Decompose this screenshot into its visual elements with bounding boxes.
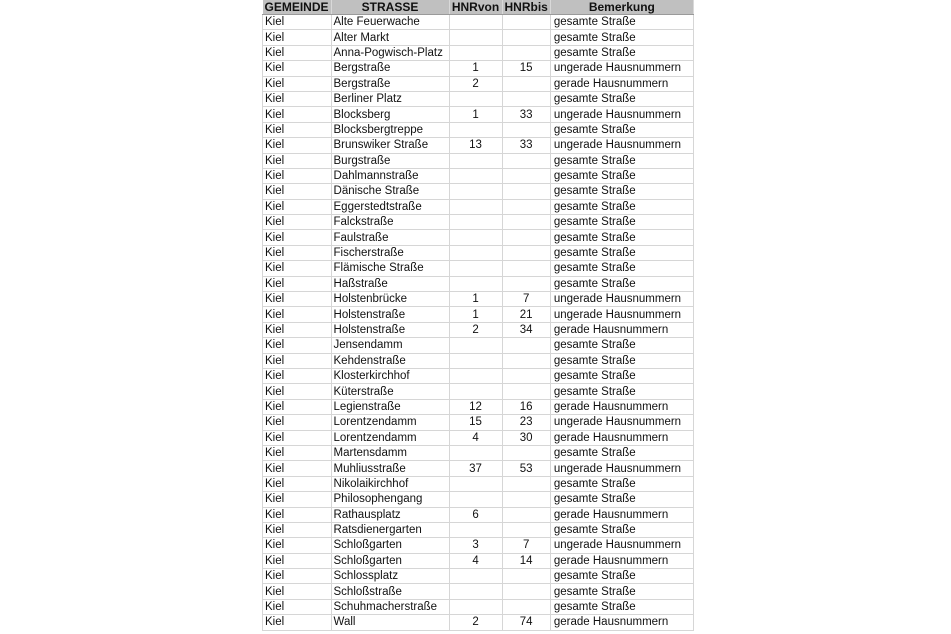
cell-hnrbis[interactable]: 15 (502, 61, 550, 76)
cell-hnrbis[interactable] (502, 76, 550, 91)
cell-hnrvon[interactable]: 3 (449, 538, 502, 553)
cell-hnrvon[interactable] (449, 384, 502, 399)
cell-hnrbis[interactable] (502, 492, 550, 507)
cell-gemeinde[interactable]: Kiel (263, 430, 332, 445)
cell-bemerkung[interactable]: gerade Hausnummern (550, 553, 693, 568)
cell-strasse[interactable]: Holstenbrücke (331, 292, 449, 307)
table-row (263, 15, 694, 30)
cell-hnrbis[interactable]: 33 (502, 107, 550, 122)
cell-hnrbis[interactable] (502, 522, 550, 537)
cell-hnrvon[interactable] (449, 15, 502, 30)
cell-strasse[interactable]: Blocksberg (331, 107, 449, 122)
cell-bemerkung[interactable]: ungerade Hausnummern (550, 61, 693, 76)
cell-gemeinde[interactable]: Kiel (263, 122, 332, 137)
cell-strasse[interactable]: Eggerstedtstraße (331, 199, 449, 214)
cell-hnrvon[interactable] (449, 368, 502, 383)
cell-strasse[interactable]: Schloßstraße (331, 584, 449, 599)
table-row (263, 168, 694, 183)
cell-gemeinde[interactable]: Kiel (263, 215, 332, 230)
table-row (263, 91, 694, 106)
cell-hnrbis[interactable]: 14 (502, 553, 550, 568)
table-row (263, 445, 694, 460)
cell-hnrbis[interactable]: 53 (502, 461, 550, 476)
table-row (263, 61, 694, 76)
cell-strasse[interactable]: Brunswiker Straße (331, 138, 449, 153)
cell-gemeinde[interactable]: Kiel (263, 476, 332, 491)
cell-bemerkung[interactable]: gesamte Straße (550, 45, 693, 60)
cell-strasse[interactable]: Lorentzendamm (331, 415, 449, 430)
cell-hnrvon[interactable] (449, 599, 502, 614)
cell-gemeinde[interactable]: Kiel (263, 61, 332, 76)
cell-gemeinde[interactable]: Kiel (263, 184, 332, 199)
cell-bemerkung[interactable]: gesamte Straße (550, 569, 693, 584)
cell-hnrbis[interactable] (502, 276, 550, 291)
table-row (263, 476, 694, 491)
table-row (263, 353, 694, 368)
cell-strasse[interactable]: Ratsdienergarten (331, 522, 449, 537)
table-row (263, 338, 694, 353)
cell-gemeinde[interactable]: Kiel (263, 292, 332, 307)
cell-hnrvon[interactable] (449, 30, 502, 45)
cell-hnrbis[interactable] (502, 215, 550, 230)
cell-gemeinde[interactable]: Kiel (263, 569, 332, 584)
cell-gemeinde[interactable]: Kiel (263, 261, 332, 276)
cell-gemeinde[interactable]: Kiel (263, 45, 332, 60)
cell-hnrbis[interactable]: 34 (502, 322, 550, 337)
cell-hnrbis[interactable]: 7 (502, 292, 550, 307)
cell-hnrbis[interactable] (502, 30, 550, 45)
cell-strasse[interactable]: Muhliusstraße (331, 461, 449, 476)
cell-strasse[interactable]: Kehdenstraße (331, 353, 449, 368)
cell-hnrvon[interactable]: 1 (449, 307, 502, 322)
cell-hnrbis[interactable] (502, 230, 550, 245)
table-row (263, 522, 694, 537)
cell-gemeinde[interactable]: Kiel (263, 168, 332, 183)
cell-bemerkung[interactable]: gesamte Straße (550, 245, 693, 260)
cell-bemerkung[interactable]: ungerade Hausnummern (550, 107, 693, 122)
cell-hnrbis[interactable] (502, 368, 550, 383)
cell-gemeinde[interactable]: Kiel (263, 76, 332, 91)
cell-hnrvon[interactable] (449, 584, 502, 599)
table-row (263, 368, 694, 383)
table-row (263, 107, 694, 122)
cell-strasse[interactable]: Flämische Straße (331, 261, 449, 276)
cell-hnrbis[interactable]: 74 (502, 615, 550, 630)
cell-hnrbis[interactable] (502, 168, 550, 183)
cell-hnrbis[interactable] (502, 353, 550, 368)
cell-gemeinde[interactable]: Kiel (263, 30, 332, 45)
cell-hnrvon[interactable] (449, 45, 502, 60)
header-bemerkung[interactable]: Bemerkung (550, 0, 693, 15)
cell-strasse[interactable]: Schloßgarten (331, 538, 449, 553)
table-row (263, 245, 694, 260)
table-row (263, 461, 694, 476)
cell-bemerkung[interactable]: gerade Hausnummern (550, 399, 693, 414)
cell-strasse[interactable]: Dänische Straße (331, 184, 449, 199)
cell-strasse[interactable]: Rathausplatz (331, 507, 449, 522)
cell-bemerkung[interactable]: gesamte Straße (550, 230, 693, 245)
cell-gemeinde[interactable]: Kiel (263, 553, 332, 568)
cell-bemerkung[interactable]: gesamte Straße (550, 445, 693, 460)
cell-strasse[interactable]: Holstenstraße (331, 322, 449, 337)
cell-strasse[interactable]: Burgstraße (331, 153, 449, 168)
header-strasse[interactable]: STRASSE (331, 0, 449, 15)
cell-gemeinde[interactable]: Kiel (263, 492, 332, 507)
cell-hnrvon[interactable] (449, 338, 502, 353)
cell-strasse[interactable]: Nikolaikirchhof (331, 476, 449, 491)
cell-hnrvon[interactable]: 1 (449, 107, 502, 122)
cell-bemerkung[interactable]: gesamte Straße (550, 261, 693, 276)
table-row (263, 492, 694, 507)
cell-gemeinde[interactable]: Kiel (263, 522, 332, 537)
cell-bemerkung[interactable]: gesamte Straße (550, 153, 693, 168)
table-row (263, 138, 694, 153)
cell-strasse[interactable]: Berliner Platz (331, 91, 449, 106)
table-row (263, 538, 694, 553)
cell-gemeinde[interactable]: Kiel (263, 368, 332, 383)
cell-bemerkung[interactable]: gesamte Straße (550, 184, 693, 199)
cell-hnrvon[interactable] (449, 261, 502, 276)
cell-hnrvon[interactable]: 13 (449, 138, 502, 153)
cell-hnrbis[interactable] (502, 384, 550, 399)
cell-gemeinde[interactable]: Kiel (263, 461, 332, 476)
cell-gemeinde[interactable]: Kiel (263, 353, 332, 368)
header-hnrvon[interactable]: HNRvon (449, 0, 502, 15)
cell-gemeinde[interactable]: Kiel (263, 415, 332, 430)
cell-hnrbis[interactable] (502, 445, 550, 460)
street-table (262, 0, 694, 631)
cell-bemerkung[interactable]: gesamte Straße (550, 199, 693, 214)
header-row (263, 0, 694, 15)
cell-strasse[interactable]: Klosterkirchhof (331, 368, 449, 383)
cell-hnrbis[interactable] (502, 245, 550, 260)
cell-hnrbis[interactable] (502, 122, 550, 137)
cell-strasse[interactable]: Philosophengang (331, 492, 449, 507)
cell-strasse[interactable]: Fischerstraße (331, 245, 449, 260)
cell-bemerkung[interactable]: ungerade Hausnummern (550, 307, 693, 322)
cell-hnrvon[interactable]: 12 (449, 399, 502, 414)
cell-gemeinde[interactable]: Kiel (263, 276, 332, 291)
table-row (263, 276, 694, 291)
table-row (263, 199, 694, 214)
cell-hnrbis[interactable] (502, 45, 550, 60)
cell-strasse[interactable]: Blocksbergtreppe (331, 122, 449, 137)
cell-bemerkung[interactable]: gerade Hausnummern (550, 322, 693, 337)
cell-hnrvon[interactable]: 2 (449, 615, 502, 630)
table-row (263, 399, 694, 414)
table-row (263, 553, 694, 568)
table-row (263, 322, 694, 337)
cell-hnrbis[interactable] (502, 584, 550, 599)
cell-hnrvon[interactable]: 2 (449, 76, 502, 91)
cell-bemerkung[interactable]: gesamte Straße (550, 215, 693, 230)
cell-hnrvon[interactable]: 1 (449, 292, 502, 307)
table-row (263, 30, 694, 45)
table-row (263, 45, 694, 60)
cell-hnrbis[interactable]: 23 (502, 415, 550, 430)
table-row (263, 307, 694, 322)
cell-strasse[interactable]: Alter Markt (331, 30, 449, 45)
cell-strasse[interactable]: Wall (331, 615, 449, 630)
table-row (263, 584, 694, 599)
cell-hnrbis[interactable] (502, 184, 550, 199)
cell-hnrbis[interactable] (502, 261, 550, 276)
cell-bemerkung[interactable]: gesamte Straße (550, 492, 693, 507)
cell-hnrbis[interactable]: 16 (502, 399, 550, 414)
cell-gemeinde[interactable]: Kiel (263, 153, 332, 168)
cell-bemerkung[interactable]: gesamte Straße (550, 168, 693, 183)
cell-hnrvon[interactable] (449, 184, 502, 199)
cell-gemeinde[interactable]: Kiel (263, 138, 332, 153)
cell-bemerkung[interactable]: ungerade Hausnummern (550, 415, 693, 430)
cell-strasse[interactable]: Haßstraße (331, 276, 449, 291)
cell-bemerkung[interactable]: ungerade Hausnummern (550, 538, 693, 553)
cell-gemeinde[interactable]: Kiel (263, 615, 332, 630)
cell-hnrvon[interactable] (449, 569, 502, 584)
cell-hnrvon[interactable]: 2 (449, 322, 502, 337)
cell-hnrvon[interactable] (449, 276, 502, 291)
cell-bemerkung[interactable]: gesamte Straße (550, 276, 693, 291)
cell-hnrvon[interactable] (449, 215, 502, 230)
cell-bemerkung[interactable]: gesamte Straße (550, 353, 693, 368)
cell-hnrvon[interactable] (449, 199, 502, 214)
cell-bemerkung[interactable]: ungerade Hausnummern (550, 292, 693, 307)
cell-gemeinde[interactable]: Kiel (263, 584, 332, 599)
table-row (263, 599, 694, 614)
cell-bemerkung[interactable]: gerade Hausnummern (550, 507, 693, 522)
cell-strasse[interactable]: Alte Feuerwache (331, 15, 449, 30)
cell-hnrbis[interactable] (502, 507, 550, 522)
table-row (263, 230, 694, 245)
cell-hnrvon[interactable] (449, 492, 502, 507)
table-row (263, 415, 694, 430)
cell-strasse[interactable]: Küterstraße (331, 384, 449, 399)
cell-hnrvon[interactable]: 6 (449, 507, 502, 522)
cell-strasse[interactable]: Falckstraße (331, 215, 449, 230)
cell-hnrvon[interactable] (449, 476, 502, 491)
cell-strasse[interactable]: Bergstraße (331, 61, 449, 76)
table-row (263, 430, 694, 445)
cell-hnrbis[interactable]: 21 (502, 307, 550, 322)
cell-bemerkung[interactable]: gesamte Straße (550, 476, 693, 491)
cell-bemerkung[interactable]: gerade Hausnummern (550, 430, 693, 445)
cell-gemeinde[interactable]: Kiel (263, 599, 332, 614)
cell-hnrvon[interactable]: 4 (449, 553, 502, 568)
cell-hnrvon[interactable] (449, 245, 502, 260)
header-hnrbis[interactable]: HNRbis (502, 0, 550, 15)
cell-hnrvon[interactable] (449, 153, 502, 168)
cell-strasse[interactable]: Jensendamm (331, 338, 449, 353)
table-row (263, 261, 694, 276)
cell-hnrbis[interactable]: 7 (502, 538, 550, 553)
cell-bemerkung[interactable]: gesamte Straße (550, 91, 693, 106)
cell-gemeinde[interactable]: Kiel (263, 322, 332, 337)
cell-gemeinde[interactable]: Kiel (263, 107, 332, 122)
cell-gemeinde[interactable]: Kiel (263, 399, 332, 414)
cell-bemerkung[interactable]: gesamte Straße (550, 584, 693, 599)
cell-hnrvon[interactable]: 37 (449, 461, 502, 476)
cell-hnrvon[interactable] (449, 91, 502, 106)
cell-gemeinde[interactable]: Kiel (263, 384, 332, 399)
cell-bemerkung[interactable]: ungerade Hausnummern (550, 138, 693, 153)
cell-strasse[interactable]: Anna-Pogwisch-Platz (331, 45, 449, 60)
cell-gemeinde[interactable]: Kiel (263, 538, 332, 553)
cell-strasse[interactable]: Schlossplatz (331, 569, 449, 584)
cell-hnrbis[interactable] (502, 15, 550, 30)
table-row (263, 184, 694, 199)
cell-hnrvon[interactable]: 15 (449, 415, 502, 430)
cell-bemerkung[interactable]: gerade Hausnummern (550, 615, 693, 630)
cell-gemeinde[interactable]: Kiel (263, 230, 332, 245)
table-row (263, 384, 694, 399)
cell-hnrbis[interactable] (502, 199, 550, 214)
cell-strasse[interactable]: Dahlmannstraße (331, 168, 449, 183)
cell-hnrbis[interactable] (502, 476, 550, 491)
cell-hnrbis[interactable] (502, 338, 550, 353)
cell-gemeinde[interactable]: Kiel (263, 199, 332, 214)
table-row (263, 569, 694, 584)
cell-bemerkung[interactable]: gesamte Straße (550, 15, 693, 30)
cell-hnrbis[interactable]: 33 (502, 138, 550, 153)
cell-gemeinde[interactable]: Kiel (263, 91, 332, 106)
cell-hnrvon[interactable] (449, 168, 502, 183)
cell-bemerkung[interactable]: gesamte Straße (550, 338, 693, 353)
cell-gemeinde[interactable]: Kiel (263, 338, 332, 353)
cell-gemeinde[interactable]: Kiel (263, 245, 332, 260)
cell-bemerkung[interactable]: gesamte Straße (550, 522, 693, 537)
cell-hnrbis[interactable] (502, 599, 550, 614)
cell-hnrvon[interactable] (449, 122, 502, 137)
cell-strasse[interactable]: Martensdamm (331, 445, 449, 460)
cell-hnrvon[interactable]: 1 (449, 61, 502, 76)
cell-hnrvon[interactable] (449, 353, 502, 368)
header-gemeinde[interactable]: GEMEINDE (263, 0, 332, 15)
cell-strasse[interactable]: Legienstraße (331, 399, 449, 414)
cell-strasse[interactable]: Lorentzendamm (331, 430, 449, 445)
table-row (263, 76, 694, 91)
cell-gemeinde[interactable]: Kiel (263, 15, 332, 30)
cell-gemeinde[interactable]: Kiel (263, 507, 332, 522)
cell-bemerkung[interactable]: ungerade Hausnummern (550, 461, 693, 476)
table-row (263, 615, 694, 630)
cell-strasse[interactable]: Faulstraße (331, 230, 449, 245)
cell-strasse[interactable]: Schuhmacherstraße (331, 599, 449, 614)
table-row (263, 507, 694, 522)
cell-hnrbis[interactable]: 30 (502, 430, 550, 445)
cell-strasse[interactable]: Holstenstraße (331, 307, 449, 322)
table-row (263, 292, 694, 307)
cell-hnrbis[interactable] (502, 91, 550, 106)
cell-hnrvon[interactable]: 4 (449, 430, 502, 445)
cell-hnrvon[interactable] (449, 445, 502, 460)
cell-hnrvon[interactable] (449, 522, 502, 537)
cell-hnrbis[interactable] (502, 569, 550, 584)
cell-bemerkung[interactable]: gerade Hausnummern (550, 76, 693, 91)
table-row (263, 153, 694, 168)
cell-bemerkung[interactable]: gesamte Straße (550, 368, 693, 383)
cell-hnrbis[interactable] (502, 153, 550, 168)
cell-bemerkung[interactable]: gesamte Straße (550, 599, 693, 614)
cell-strasse[interactable]: Schloßgarten (331, 553, 449, 568)
cell-gemeinde[interactable]: Kiel (263, 307, 332, 322)
table-row (263, 215, 694, 230)
cell-strasse[interactable]: Bergstraße (331, 76, 449, 91)
table-row (263, 122, 694, 137)
cell-bemerkung[interactable]: gesamte Straße (550, 122, 693, 137)
cell-hnrvon[interactable] (449, 230, 502, 245)
cell-gemeinde[interactable]: Kiel (263, 445, 332, 460)
cell-bemerkung[interactable]: gesamte Straße (550, 384, 693, 399)
cell-bemerkung[interactable]: gesamte Straße (550, 30, 693, 45)
